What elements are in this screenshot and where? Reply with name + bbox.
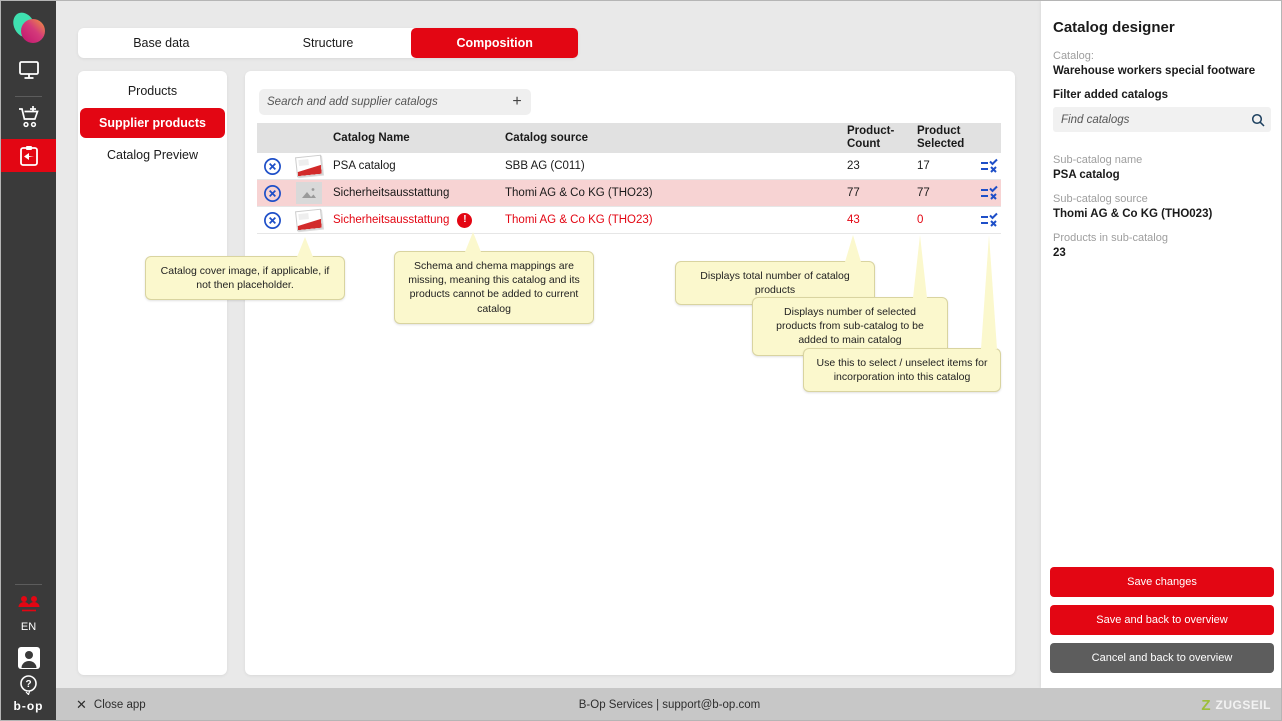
product-selected: 77 xyxy=(917,187,930,199)
catalog-value: Warehouse workers special footware xyxy=(1053,65,1256,77)
footer-bar xyxy=(56,688,1282,721)
add-catalog-button[interactable]: + xyxy=(512,93,522,110)
column-header-product-selected: Product Selected xyxy=(917,124,965,150)
column-header-product-count: Product-Count xyxy=(847,124,895,150)
catalog-name: PSA catalog xyxy=(333,160,396,172)
product-selected: 0 xyxy=(917,214,924,226)
column-header-catalog-source: Catalog source xyxy=(505,132,589,144)
sidebar-divider-bottom xyxy=(15,584,42,585)
select-items-icon[interactable] xyxy=(977,158,1001,174)
subcatalog-source-value: Thomi AG & Co KG (THO023) xyxy=(1053,208,1213,220)
tab-structure[interactable]: Structure xyxy=(302,36,354,50)
catalog-cover-image xyxy=(287,210,331,230)
tab-composition[interactable]: Composition xyxy=(411,28,578,58)
nav-item-supplier-products[interactable]: Supplier products xyxy=(80,108,225,138)
product-selected: 17 xyxy=(917,160,930,172)
close-app-label: Close app xyxy=(93,699,146,711)
catalog-import-icon xyxy=(17,144,41,168)
catalog-source: Thomi AG & Co KG (THO23) xyxy=(505,187,653,199)
app-sidebar xyxy=(1,1,56,721)
products-in-subcatalog-value: 23 xyxy=(1053,247,1066,259)
save-back-button[interactable]: Save and back to overview xyxy=(1050,605,1274,635)
product-count: 23 xyxy=(847,160,860,172)
subcatalog-name-label: Sub-catalog name xyxy=(1053,154,1143,166)
designer-actions xyxy=(1050,567,1274,681)
team-icon[interactable] xyxy=(1,594,56,614)
table-row[interactable] xyxy=(257,180,1001,207)
tooltip-product-count: Displays total number of catalog products xyxy=(675,261,875,305)
close-icon: ✕ xyxy=(76,697,87,712)
products-in-subcatalog-label: Products in sub-catalog xyxy=(1053,232,1168,244)
remove-catalog-icon[interactable] xyxy=(257,211,287,230)
subcatalog-source-label: Sub-catalog source xyxy=(1053,193,1148,205)
supplier-catalog-searchbar xyxy=(259,89,531,115)
help-icon[interactable] xyxy=(1,674,56,695)
supplier-catalogs-table xyxy=(257,123,1001,234)
product-count: 77 xyxy=(847,187,860,199)
support-text: B-Op Services | support@b-op.com xyxy=(578,699,761,711)
sidebar-divider xyxy=(15,96,42,97)
supplier-catalog-search-input[interactable] xyxy=(259,96,503,108)
find-catalogs-input[interactable] xyxy=(1053,114,1245,126)
subcatalog-name-value: PSA catalog xyxy=(1053,169,1120,181)
main-tabbar xyxy=(78,28,578,58)
cart-add-icon[interactable] xyxy=(1,104,56,130)
catalog-cover-placeholder xyxy=(287,182,331,204)
zugseil-name: ZUGSEIL xyxy=(1215,698,1271,712)
catalog-source: SBB AG (C011) xyxy=(505,160,585,172)
catalog-cover-image xyxy=(287,156,331,176)
search-icon[interactable] xyxy=(1245,113,1271,127)
tooltip-select-items: Use this to select / unselect items for incorporation into this catalog xyxy=(803,348,1001,392)
table-row[interactable] xyxy=(257,207,1001,234)
catalog-name: Sicherheitsausstattung xyxy=(333,187,450,199)
bop-logo: b-op xyxy=(13,699,44,713)
nav-item-catalog-preview[interactable]: Catalog Preview xyxy=(106,148,198,162)
language-selector[interactable]: EN xyxy=(20,621,37,633)
avatar-icon[interactable] xyxy=(1,646,56,670)
cancel-back-button[interactable]: Cancel and back to overview xyxy=(1050,643,1274,673)
svg-text:?: ? xyxy=(25,679,32,690)
tooltip-cover-image: Catalog cover image, if applicable, if not then placeholder. xyxy=(145,256,345,300)
select-items-icon[interactable] xyxy=(977,185,1001,201)
product-count: 43 xyxy=(847,214,860,226)
panel-title: Catalog designer xyxy=(1053,19,1175,36)
filter-searchbar xyxy=(1053,107,1271,132)
app-logo xyxy=(10,9,48,47)
table-header-row xyxy=(257,123,1001,153)
close-app-button[interactable] xyxy=(76,697,146,713)
zugseil-z-icon: Z xyxy=(1201,696,1211,714)
tooltip-schema-missing: Schema and chema mappings are missing, meaning this catalog and its products cannot be added to current catalog xyxy=(394,251,594,324)
select-items-icon[interactable] xyxy=(977,212,1001,228)
filter-label: Filter added catalogs xyxy=(1053,89,1169,101)
monitor-icon[interactable] xyxy=(1,59,56,81)
table-row[interactable] xyxy=(257,153,1001,180)
sidebar-item-catalog-active[interactable] xyxy=(1,139,56,172)
section-nav-panel xyxy=(78,71,227,675)
catalog-source: Thomi AG & Co KG (THO23) xyxy=(505,214,653,226)
column-header-catalog-name: Catalog Name xyxy=(333,132,410,144)
catalog-name: Sicherheitsausstattung xyxy=(333,214,450,226)
catalog-label: Catalog: xyxy=(1053,50,1094,62)
save-changes-button[interactable]: Save changes xyxy=(1050,567,1274,597)
tooltip-product-selected: Displays number of selected products from sub-catalog to be added to main catalog xyxy=(752,297,948,356)
zugseil-logo xyxy=(1201,697,1271,714)
remove-catalog-icon[interactable] xyxy=(257,184,287,203)
catalog-designer-panel xyxy=(1041,1,1282,688)
remove-catalog-icon[interactable] xyxy=(257,157,287,176)
nav-item-products[interactable]: Products xyxy=(127,84,178,98)
tab-base-data[interactable]: Base data xyxy=(133,36,190,50)
mapping-error-icon: ! xyxy=(457,213,472,228)
